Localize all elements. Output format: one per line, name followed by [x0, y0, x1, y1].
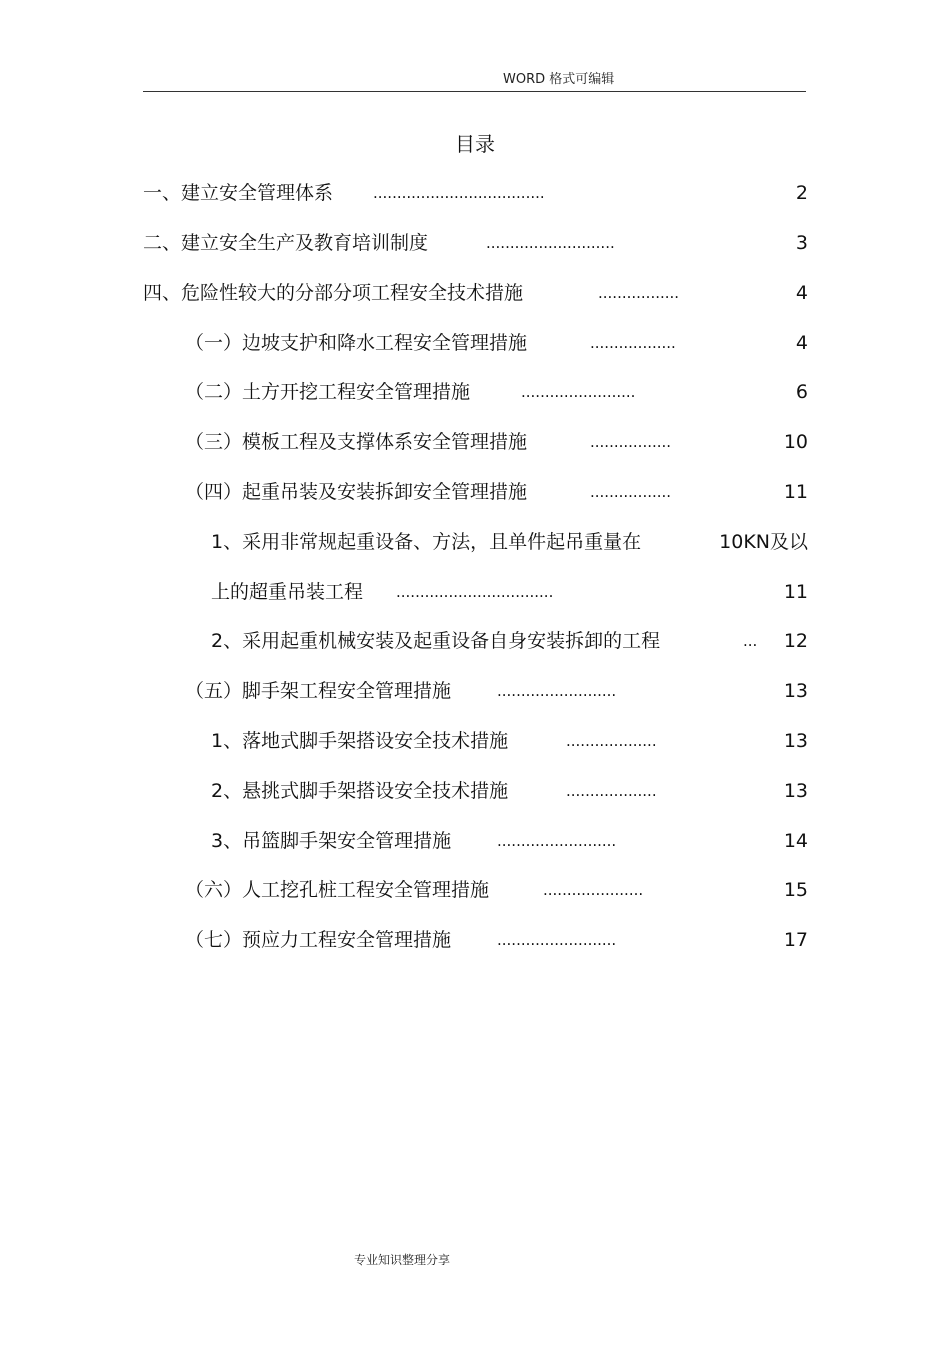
toc-entry-text: 二、建立安全生产及教育培训制度	[143, 232, 429, 254]
toc-entry[interactable]	[211, 529, 808, 555]
toc-entry[interactable]	[185, 678, 808, 704]
toc-entry-leader: .........................	[497, 832, 617, 850]
toc-entry-text: （六）人工挖孔桩工程安全管理措施	[185, 879, 490, 901]
toc-entry-page: 13	[783, 730, 808, 752]
toc-entry-page: 4	[795, 332, 808, 354]
header-divider	[143, 91, 806, 92]
toc-entry-leader: .................	[590, 433, 672, 451]
header-text: WORD 格式可编辑	[503, 72, 615, 87]
toc-entry[interactable]	[185, 429, 808, 455]
toc-entry-leader: .................................	[396, 583, 554, 601]
toc-entry-text: （七）预应力工程安全管理措施	[185, 929, 452, 951]
toc-entry-leader: ...	[743, 632, 758, 650]
toc-entry[interactable]	[211, 828, 808, 854]
toc-entry-text: （一）边坡支护和降水工程安全管理措施	[185, 332, 528, 354]
toc-entry-leader: ........................	[521, 383, 636, 401]
toc-entry-leader: .................	[590, 483, 672, 501]
toc-entry-text: 四、危险性较大的分部分项工程安全技术措施	[143, 282, 524, 304]
toc-entry[interactable]	[185, 330, 808, 356]
toc-entry-text: （三）模板工程及支撑体系安全管理措施	[185, 431, 528, 453]
toc-entry-text: （五）脚手架工程安全管理措施	[185, 680, 452, 702]
toc-entry-text: 1、落地式脚手架搭设安全技术措施	[211, 730, 509, 752]
toc-entry-page: 15	[783, 879, 808, 901]
toc-entry-page: 4	[795, 282, 808, 304]
toc-entry-text: 2、采用起重机械安装及起重设备自身安装拆卸的工程	[211, 630, 661, 652]
toc-entry-page: 13	[783, 780, 808, 802]
toc-entry-page: 11	[783, 581, 808, 603]
toc-entry-page: 14	[783, 830, 808, 852]
toc-entry[interactable]	[211, 778, 808, 804]
toc-entry-page: 13	[783, 680, 808, 702]
toc-entry-text: 3、吊篮脚手架安全管理措施	[211, 830, 452, 852]
toc-entry-page: 10	[783, 431, 808, 453]
toc-entry[interactable]	[185, 379, 808, 405]
toc-entry[interactable]	[211, 579, 808, 605]
toc-entry[interactable]	[143, 230, 808, 256]
toc-entry-leader: .........................	[497, 682, 617, 700]
toc-entry-leader: ...................	[566, 782, 657, 800]
toc-entry-text: 1、采用非常规起重设备、方法，且单件起吊重量在	[211, 531, 642, 553]
toc-entry-page: 3	[795, 232, 808, 254]
toc-entry[interactable]	[211, 728, 808, 754]
toc-entry[interactable]	[185, 877, 808, 903]
toc-entry-leader: .....................	[543, 881, 644, 899]
toc-entry-leader: .........................	[497, 931, 617, 949]
toc-entry[interactable]	[143, 280, 808, 306]
toc-entry[interactable]	[211, 628, 808, 654]
toc-entry-leader: ..................	[590, 334, 676, 352]
toc-entry-page: 11	[783, 481, 808, 503]
toc-title: 目录	[455, 132, 495, 156]
toc-entry[interactable]	[185, 479, 808, 505]
toc-entry[interactable]	[143, 180, 808, 206]
toc-entry-page: 2	[795, 182, 808, 204]
toc-entry-text: （四）起重吊装及安装拆卸安全管理措施	[185, 481, 528, 503]
toc-entry-text: 一、建立安全管理体系	[143, 182, 334, 204]
toc-entry-leader: .................	[598, 284, 680, 302]
toc-entry-leader: ...................	[566, 732, 657, 750]
toc-entry-page: 6	[795, 381, 808, 403]
toc-entry-leader: ....................................	[373, 184, 545, 202]
toc-entry-page: 17	[783, 929, 808, 951]
toc-entry-leader: ...........................	[486, 234, 615, 252]
toc-entry-text: 上的超重吊装工程	[211, 581, 364, 603]
toc-entry-text: 2、悬挑式脚手架搭设安全技术措施	[211, 780, 509, 802]
toc-entry-page: 12	[783, 630, 808, 652]
toc-entry-page: 10KN及以	[719, 531, 808, 553]
toc-entry-text: （二）土方开挖工程安全管理措施	[185, 381, 471, 403]
toc-entry[interactable]	[185, 927, 808, 953]
page-footer: 专业知识整理分享	[354, 1253, 451, 1267]
